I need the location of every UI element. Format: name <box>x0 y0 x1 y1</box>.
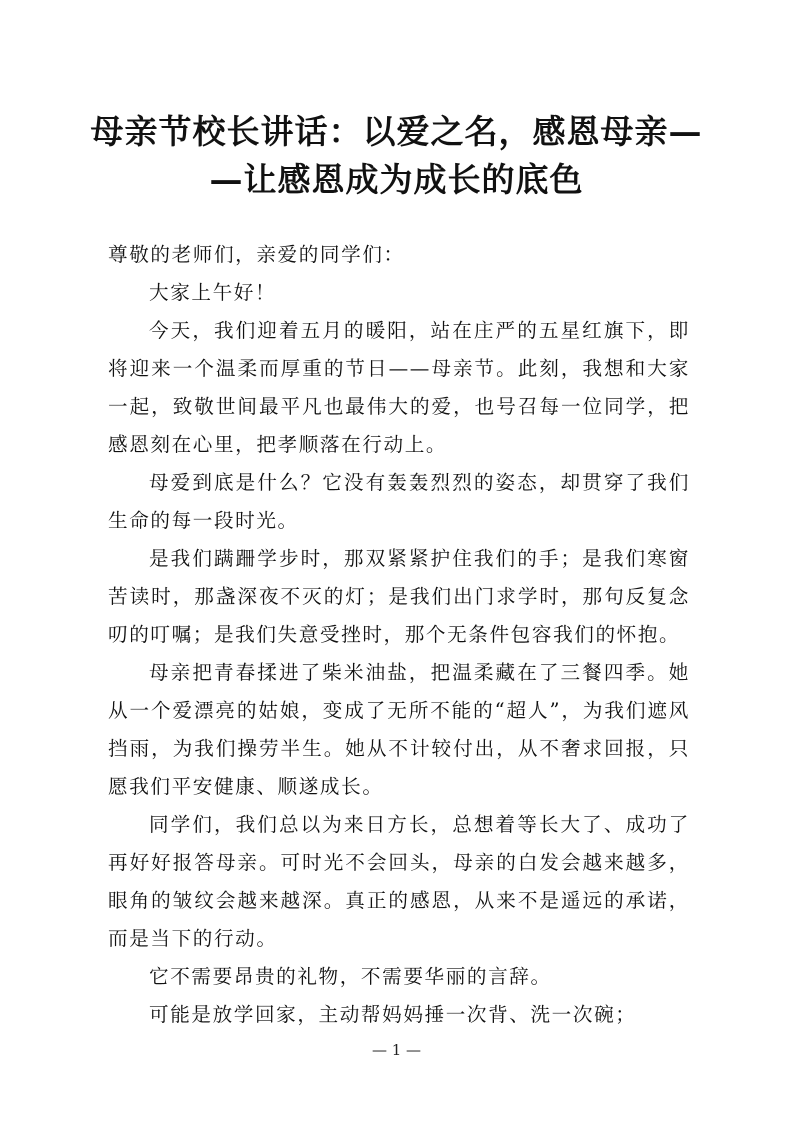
page-number: — 1 — <box>371 1041 422 1059</box>
paragraph-no-gifts: 它不需要昂贵的礼物，不需要华丽的言辞。 <box>149 965 552 988</box>
paragraph-actions: 可能是放学回家，主动帮妈妈捶一次背、洗一次碗； <box>149 1003 637 1026</box>
salutation: 尊敬的老师们，亲爱的同学们： <box>108 243 405 266</box>
page-title <box>80 108 713 204</box>
title-line-2: —让感恩成为成长的底色 <box>209 160 584 199</box>
paragraph-intro: 今天，我们迎着五月的暖阳，站在庄严的五星红旗下，即将迎来一个温柔而厚重的节日——母亲节。此刻，我想和大家一起，致敬世间最平凡也最伟大的爱，也号召每一位同学，把感恩刻在心里，把孝顺落在行动上。 <box>108 319 690 456</box>
paragraph-what-is-love: 母爱到底是什么？它没有轰轰烈烈的姿态，却贯穿了我们生命的每一段时光。 <box>108 471 690 532</box>
paragraph-gratitude-now: 同学们，我们总以为来日方长，总想着等长大了、成功了再好好报答母亲。可时光不会回头，母亲的白发会越来越多，眼角的皱纹会越来越深。真正的感恩，从来不是遥远的承诺，而是当下的行动。 <box>108 813 690 950</box>
title-line-1: 母亲节校长讲话：以爱之名，感恩母亲— <box>90 112 703 151</box>
paragraph-greeting: 大家上午好！ <box>149 281 277 304</box>
speech-body <box>108 236 690 1034</box>
paragraph-moments: 是我们蹒跚学步时，那双紧紧护住我们的手；是我们寒窗苦读时，那盏深夜不灭的灯；是我们出门求学时，那句反复念叨的叮嘱；是我们失意受挫时，那个无条件包容我们的怀抱。 <box>108 547 690 646</box>
paragraph-mother-sacrifice: 母亲把青春揉进了柴米油盐，把温柔藏在了三餐四季。她从一个爱漂亮的姑娘，变成了无所不能的“超人”，为我们遮风挡雨，为我们操劳半生。她从不计较付出，从不奢求回报，只愿我们平安健康、顺遂成长。 <box>108 661 690 798</box>
